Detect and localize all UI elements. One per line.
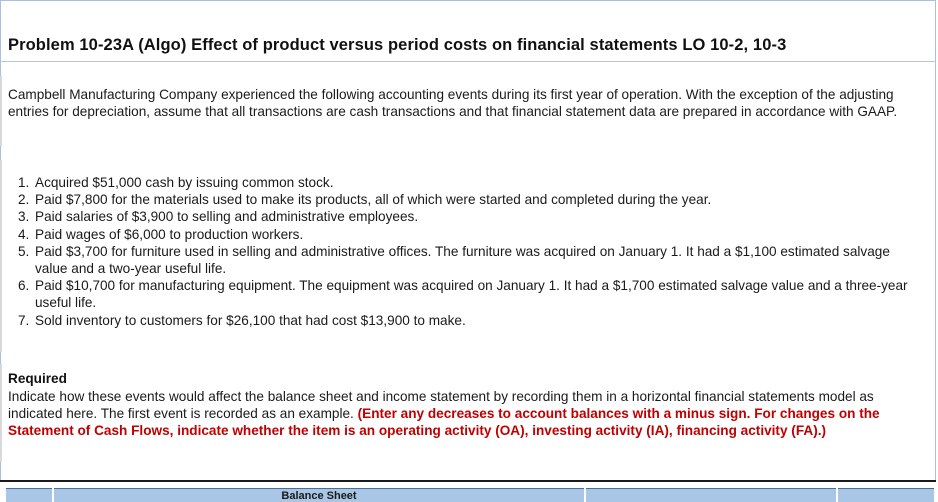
title-row [0,30,936,62]
problem-title: Problem 10-23A (Algo) Effect of product versus period costs on financial statements LO 10-2, 10-3 [8,36,787,54]
event-item [18,312,923,329]
problem-intro: Campbell Manufacturing Company experienced the following accounting events during its first year of operation. With the exception of the adjusting entries for depreciation, assume that all transactions are cash transactions and that financial statement data are prepared in accordance with GAAP. [8,87,898,119]
event-number: 5. [18,243,30,259]
table-header-income-statement [586,488,836,502]
events-rule [0,160,2,352]
required-heading: Required [8,371,67,386]
event-number: 4. [18,226,30,242]
event-item [18,226,923,243]
event-number: 1. [18,175,30,190]
event-item [18,243,923,277]
event-text: Paid wages of $6,000 to production workers. [35,226,304,242]
balance-sheet-label: Balance Sheet [281,490,357,502]
table-header-balance-sheet [54,488,584,502]
event-text: Paid salaries of $3,900 to selling and administrative employees. [35,209,419,225]
event-text: Acquired $51,000 cash by issuing common stock. [35,175,334,190]
event-item [18,174,923,191]
event-text: Paid $3,700 for furniture used in selling and administrative offices. The furniture was acquired on January 1. It had a $1,100 estimated salvage value and a two-year useful life. [35,243,890,277]
required-rule [0,364,2,462]
intro-rule [0,76,2,146]
event-number: 2. [18,192,30,208]
required-instructions [8,388,923,440]
event-number: 3. [18,209,30,225]
event-text: Paid $10,700 for manufacturing equipment. The equipment was acquired on January 1. It had a $1,700 estimated salvage value and a three-year useful life. [35,278,908,311]
event-text: Paid $7,800 for the materials used to make its products, all of which were started and completed during the year. [35,192,712,208]
required-emphasis: (Enter any decreases to account balances with a minus sign. For changes on the Statement of Cash Flows, indicate whether the item is an operating activity (OA), investing activity (IA), financing activity (FA).) [8,406,880,439]
table-header-cash-flows [838,488,934,502]
event-item [18,277,923,311]
event-number: 6. [18,278,30,294]
event-text: Sold inventory to customers for $26,100 that had cost $13,900 to make. [35,312,466,328]
event-item [18,191,923,208]
event-item [18,208,923,225]
event-number: 7. [18,312,30,328]
financial-statements-model-table [0,480,936,502]
table-header-event-cell [6,488,52,502]
events-list [18,174,923,329]
required-text: Indicate how these events would affect the balance sheet and income statement by recording them in a horizontal financial statements model as indicated here. The first event is recorded as an example. [8,389,874,422]
